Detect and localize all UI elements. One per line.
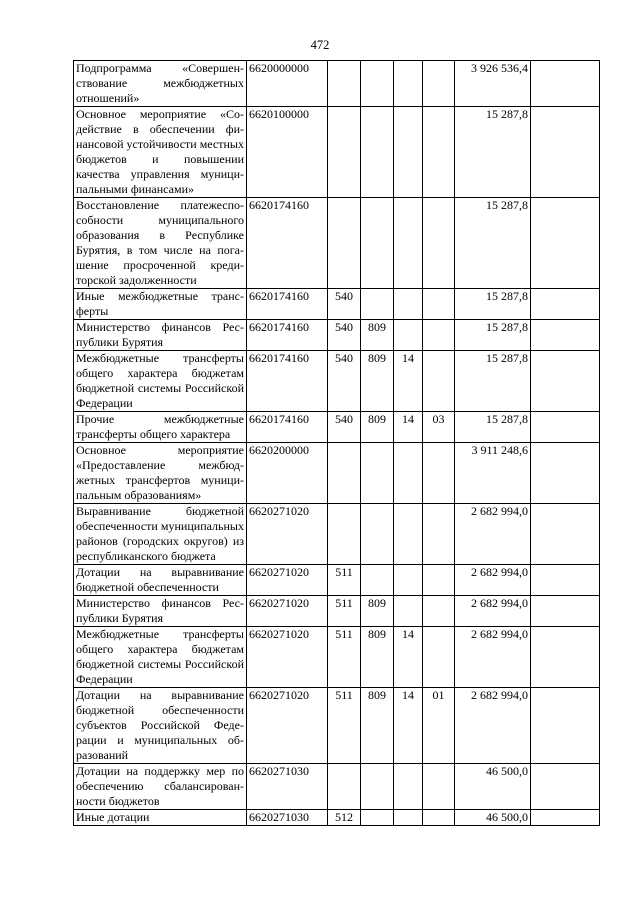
- subsection-cell: [423, 627, 455, 688]
- subsection-cell: [423, 351, 455, 412]
- target-code-cell: 6620174160: [247, 412, 328, 443]
- row-name-cell: Основное мероприятие «Содействие в обеспечении финансовой устойчивости местных бюджетов и повышении качества управления муниципальными финансами»: [74, 107, 247, 198]
- amount-cell: 15 287,8: [455, 107, 531, 198]
- ministry-code-cell: 809: [361, 351, 394, 412]
- target-code-cell: 6620200000: [247, 443, 328, 504]
- amount-cell: 15 287,8: [455, 412, 531, 443]
- table-row: [74, 810, 600, 826]
- ministry-code-cell: [361, 764, 394, 810]
- ministry-code-cell: [361, 198, 394, 289]
- subsection-cell: [423, 198, 455, 289]
- row-name-cell: Дотации на выравнивание бюджетной обеспеченности субъектов Российской Федерации и муниципальных образований: [74, 688, 247, 764]
- section-cell: 14: [394, 627, 423, 688]
- amount-cell: 2 682 994,0: [455, 596, 531, 627]
- expense-type-cell: [328, 443, 361, 504]
- ministry-code-cell: [361, 289, 394, 320]
- extra-cell: [531, 764, 600, 810]
- subsection-cell: [423, 565, 455, 596]
- expense-type-cell: 511: [328, 627, 361, 688]
- section-cell: [394, 289, 423, 320]
- target-code-cell: 6620271020: [247, 596, 328, 627]
- target-code-cell: 6620174160: [247, 320, 328, 351]
- budget-table: [73, 60, 600, 826]
- target-code-cell: 6620271020: [247, 565, 328, 596]
- section-cell: 14: [394, 688, 423, 764]
- section-cell: [394, 320, 423, 351]
- extra-cell: [531, 504, 600, 565]
- amount-cell: 15 287,8: [455, 320, 531, 351]
- ministry-code-cell: [361, 810, 394, 826]
- section-cell: 14: [394, 412, 423, 443]
- target-code-cell: 6620271030: [247, 810, 328, 826]
- ministry-code-cell: 809: [361, 320, 394, 351]
- table-row: [74, 504, 600, 565]
- row-name-cell: Выравнивание бюджетной обеспеченности муниципальных районов (городских округов) из республиканского бюджета: [74, 504, 247, 565]
- ministry-code-cell: 809: [361, 688, 394, 764]
- target-code-cell: 6620271020: [247, 688, 328, 764]
- row-name-cell: Прочие межбюджетные трансферты общего характера: [74, 412, 247, 443]
- row-name-cell: Иные межбюджетные трансферты: [74, 289, 247, 320]
- amount-cell: 15 287,8: [455, 351, 531, 412]
- expense-type-cell: [328, 107, 361, 198]
- extra-cell: [531, 412, 600, 443]
- expense-type-cell: [328, 61, 361, 107]
- subsection-cell: [423, 61, 455, 107]
- extra-cell: [531, 443, 600, 504]
- ministry-code-cell: [361, 61, 394, 107]
- extra-cell: [531, 198, 600, 289]
- subsection-cell: [423, 107, 455, 198]
- subsection-cell: [423, 443, 455, 504]
- expense-type-cell: [328, 504, 361, 565]
- subsection-cell: [423, 289, 455, 320]
- expense-type-cell: 540: [328, 320, 361, 351]
- extra-cell: [531, 289, 600, 320]
- expense-type-cell: 540: [328, 412, 361, 443]
- target-code-cell: 6620271030: [247, 764, 328, 810]
- row-name-cell: Иные дотации: [74, 810, 247, 826]
- expense-type-cell: 512: [328, 810, 361, 826]
- subsection-cell: [423, 764, 455, 810]
- subsection-cell: [423, 810, 455, 826]
- row-name-cell: Межбюджетные трансферты общего характера бюджетам бюджетной системы Российской Федерации: [74, 351, 247, 412]
- table-row: [74, 443, 600, 504]
- expense-type-cell: 511: [328, 565, 361, 596]
- target-code-cell: 6620271020: [247, 627, 328, 688]
- subsection-cell: 03: [423, 412, 455, 443]
- table-row: [74, 565, 600, 596]
- expense-type-cell: 511: [328, 596, 361, 627]
- amount-cell: 46 500,0: [455, 810, 531, 826]
- section-cell: 14: [394, 351, 423, 412]
- table-row: [74, 320, 600, 351]
- table-row: [74, 596, 600, 627]
- subsection-cell: 01: [423, 688, 455, 764]
- section-cell: [394, 198, 423, 289]
- section-cell: [394, 504, 423, 565]
- target-code-cell: 6620174160: [247, 289, 328, 320]
- extra-cell: [531, 810, 600, 826]
- section-cell: [394, 565, 423, 596]
- row-name-cell: Министерство финансов Республики Бурятия: [74, 320, 247, 351]
- extra-cell: [531, 351, 600, 412]
- section-cell: [394, 443, 423, 504]
- expense-type-cell: [328, 198, 361, 289]
- row-name-cell: Основное мероприятие «Предоставление межбюджетных трансфертов муниципальным образованиям»: [74, 443, 247, 504]
- table-row: [74, 351, 600, 412]
- ministry-code-cell: [361, 504, 394, 565]
- table-row: [74, 289, 600, 320]
- target-code-cell: 6620271020: [247, 504, 328, 565]
- table-row: [74, 688, 600, 764]
- target-code-cell: 6620174160: [247, 351, 328, 412]
- ministry-code-cell: [361, 565, 394, 596]
- extra-cell: [531, 627, 600, 688]
- amount-cell: 3 926 536,4: [455, 61, 531, 107]
- extra-cell: [531, 320, 600, 351]
- amount-cell: 2 682 994,0: [455, 565, 531, 596]
- page-number: 472: [310, 38, 330, 52]
- extra-cell: [531, 565, 600, 596]
- ministry-code-cell: 809: [361, 627, 394, 688]
- table-body: [74, 61, 600, 826]
- extra-cell: [531, 61, 600, 107]
- expense-type-cell: 540: [328, 351, 361, 412]
- ministry-code-cell: [361, 107, 394, 198]
- section-cell: [394, 107, 423, 198]
- extra-cell: [531, 107, 600, 198]
- subsection-cell: [423, 596, 455, 627]
- ministry-code-cell: 809: [361, 596, 394, 627]
- target-code-cell: 6620100000: [247, 107, 328, 198]
- subsection-cell: [423, 320, 455, 351]
- extra-cell: [531, 596, 600, 627]
- row-name-cell: Межбюджетные трансферты общего характера бюджетам бюджетной системы Российской Федерации: [74, 627, 247, 688]
- expense-type-cell: [328, 764, 361, 810]
- expense-type-cell: 511: [328, 688, 361, 764]
- row-name-cell: Восстановление платежеспособности муниципального образования в Республике Бурятия, в том числе на погашение просроченной кредиторской задолженности: [74, 198, 247, 289]
- target-code-cell: 6620000000: [247, 61, 328, 107]
- amount-cell: 15 287,8: [455, 289, 531, 320]
- table-row: [74, 198, 600, 289]
- amount-cell: 2 682 994,0: [455, 688, 531, 764]
- section-cell: [394, 764, 423, 810]
- table-row: [74, 107, 600, 198]
- amount-cell: 15 287,8: [455, 198, 531, 289]
- table-row: [74, 412, 600, 443]
- target-code-cell: 6620174160: [247, 198, 328, 289]
- section-cell: [394, 810, 423, 826]
- expense-type-cell: 540: [328, 289, 361, 320]
- section-cell: [394, 596, 423, 627]
- amount-cell: 3 911 248,6: [455, 443, 531, 504]
- table-row: [74, 627, 600, 688]
- table-row: [74, 61, 600, 107]
- ministry-code-cell: [361, 443, 394, 504]
- extra-cell: [531, 688, 600, 764]
- amount-cell: 2 682 994,0: [455, 504, 531, 565]
- row-name-cell: Министерство финансов Республики Бурятия: [74, 596, 247, 627]
- section-cell: [394, 61, 423, 107]
- table-row: [74, 764, 600, 810]
- ministry-code-cell: 809: [361, 412, 394, 443]
- row-name-cell: Дотации на поддержку мер по обеспечению сбалансированности бюджетов: [74, 764, 247, 810]
- subsection-cell: [423, 504, 455, 565]
- row-name-cell: Дотации на выравнивание бюджетной обеспеченности: [74, 565, 247, 596]
- row-name-cell: Подпрограмма «Совершенствование межбюджетных отношений»: [74, 61, 247, 107]
- amount-cell: 46 500,0: [455, 764, 531, 810]
- amount-cell: 2 682 994,0: [455, 627, 531, 688]
